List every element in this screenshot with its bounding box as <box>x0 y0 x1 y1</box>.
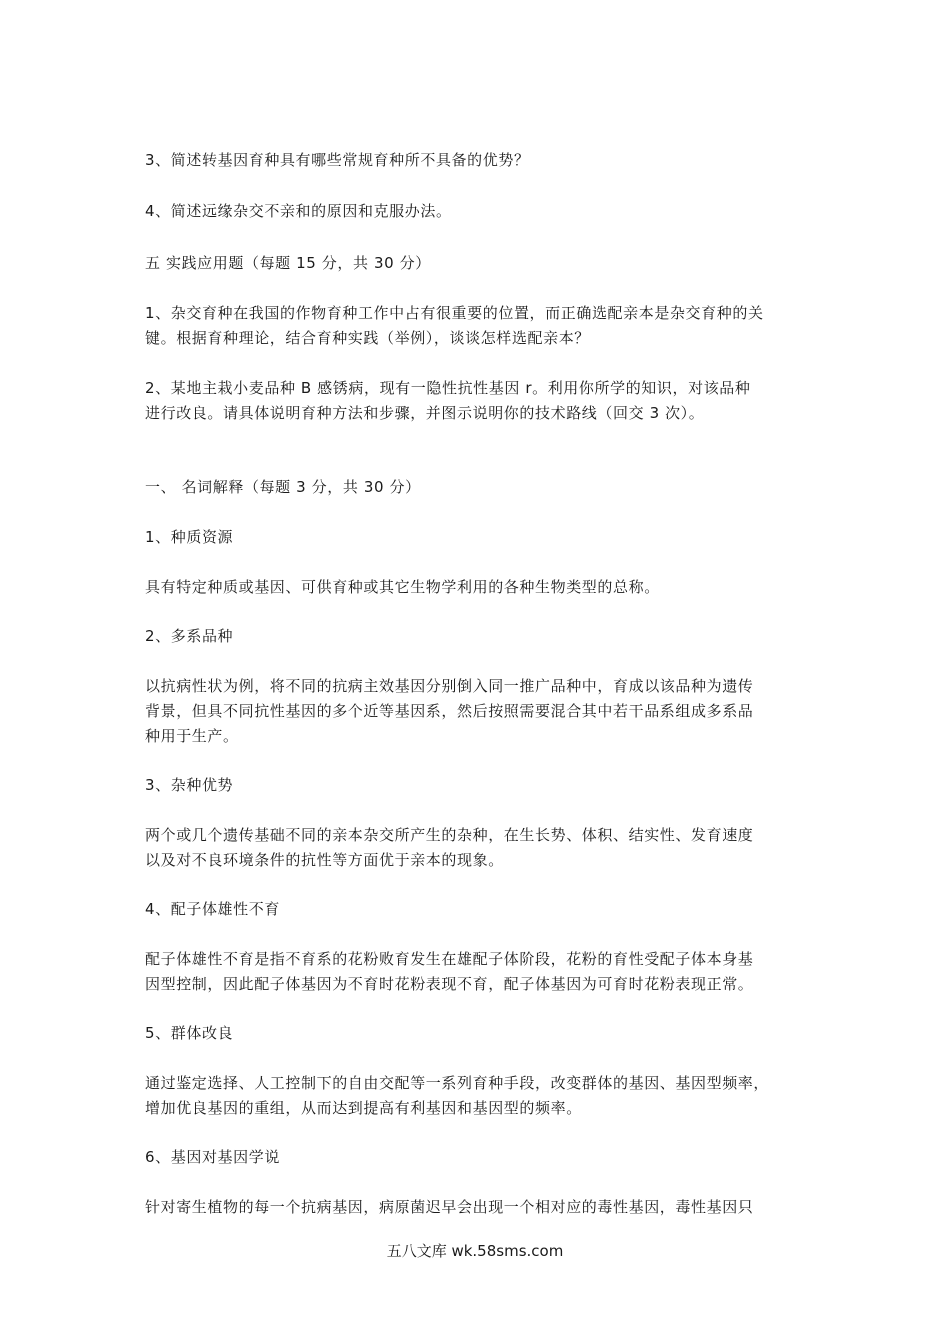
term-1-definition: 具有特定种质或基因、可供育种或其它生物学利用的各种生物类型的总称。 <box>145 578 660 596</box>
question-4: 4、简述远缘杂交不亲和的原因和克服办法。 <box>145 202 452 220</box>
term-3-definition-line-1: 两个或几个遗传基础不同的亲本杂交所产生的杂种，在生长势、体积、结实性、发育速度 <box>145 826 754 844</box>
term-5-definition-line-1: 通过鉴定选择、人工控制下的自由交配等一系列育种手段，改变群体的基因、基因型频率， <box>145 1074 770 1092</box>
term-3-definition-line-2: 以及对不良环境条件的抗性等方面优于亲本的现象。 <box>145 851 504 869</box>
term-4-definition-line-2: 因型控制，因此配子体基因为不育时花粉表现不育，配子体基因为可育时花粉表现正常。 <box>145 975 754 993</box>
term-2-heading: 2、多系品种 <box>145 627 234 645</box>
section-1-title: 一、 名词解释（每题 3 分，共 30 分） <box>145 478 421 496</box>
term-6-heading: 6、基因对基因学说 <box>145 1148 280 1166</box>
practice-question-1-line-2: 键。根据育种理论，结合育种实践（举例），谈谈怎样选配亲本？ <box>145 329 590 347</box>
term-2-definition-line-1: 以抗病性状为例，将不同的抗病主效基因分别倒入同一推广品种中，育成以该品种为遗传 <box>145 677 754 695</box>
term-1-heading: 1、种质资源 <box>145 528 234 546</box>
term-2-definition-line-2: 背景，但具不同抗性基因的多个近等基因系，然后按照需要混合其中若干品系组成多系品 <box>145 702 754 720</box>
term-4-definition-line-1: 配子体雄性不育是指不育系的花粉败育发生在雄配子体阶段，花粉的育性受配子体本身基 <box>145 950 754 968</box>
term-2-definition-line-3: 种用于生产。 <box>145 727 239 745</box>
term-6-definition-line-1: 针对寄生植物的每一个抗病基因，病原菌迟早会出现一个相对应的毒性基因，毒性基因只 <box>145 1198 754 1216</box>
section-5-title: 五 实践应用题（每题 15 分，共 30 分） <box>145 254 431 272</box>
footer-watermark: 五八文库 wk.58sms.com <box>386 1242 564 1260</box>
term-5-heading: 5、群体改良 <box>145 1024 234 1042</box>
term-5-definition-line-2: 增加优良基因的重组，从而达到提高有利基因和基因型的频率。 <box>145 1099 582 1117</box>
question-3: 3、简述转基因育种具有哪些常规育种所不具备的优势？ <box>145 151 530 169</box>
practice-question-2-line-1: 2、某地主栽小麦品种 B 感锈病，现有一隐性抗性基因 r。利用你所学的知识，对该品种 <box>145 379 751 397</box>
term-3-heading: 3、杂种优势 <box>145 776 234 794</box>
practice-question-2-line-2: 进行改良。请具体说明育种方法和步骤，并图示说明你的技术路线（回交 3 次）。 <box>145 404 705 422</box>
term-4-heading: 4、配子体雄性不育 <box>145 900 280 918</box>
practice-question-1-line-1: 1、杂交育种在我国的作物育种工作中占有很重要的位置，而正确选配亲本是杂交育种的关 <box>145 304 764 322</box>
